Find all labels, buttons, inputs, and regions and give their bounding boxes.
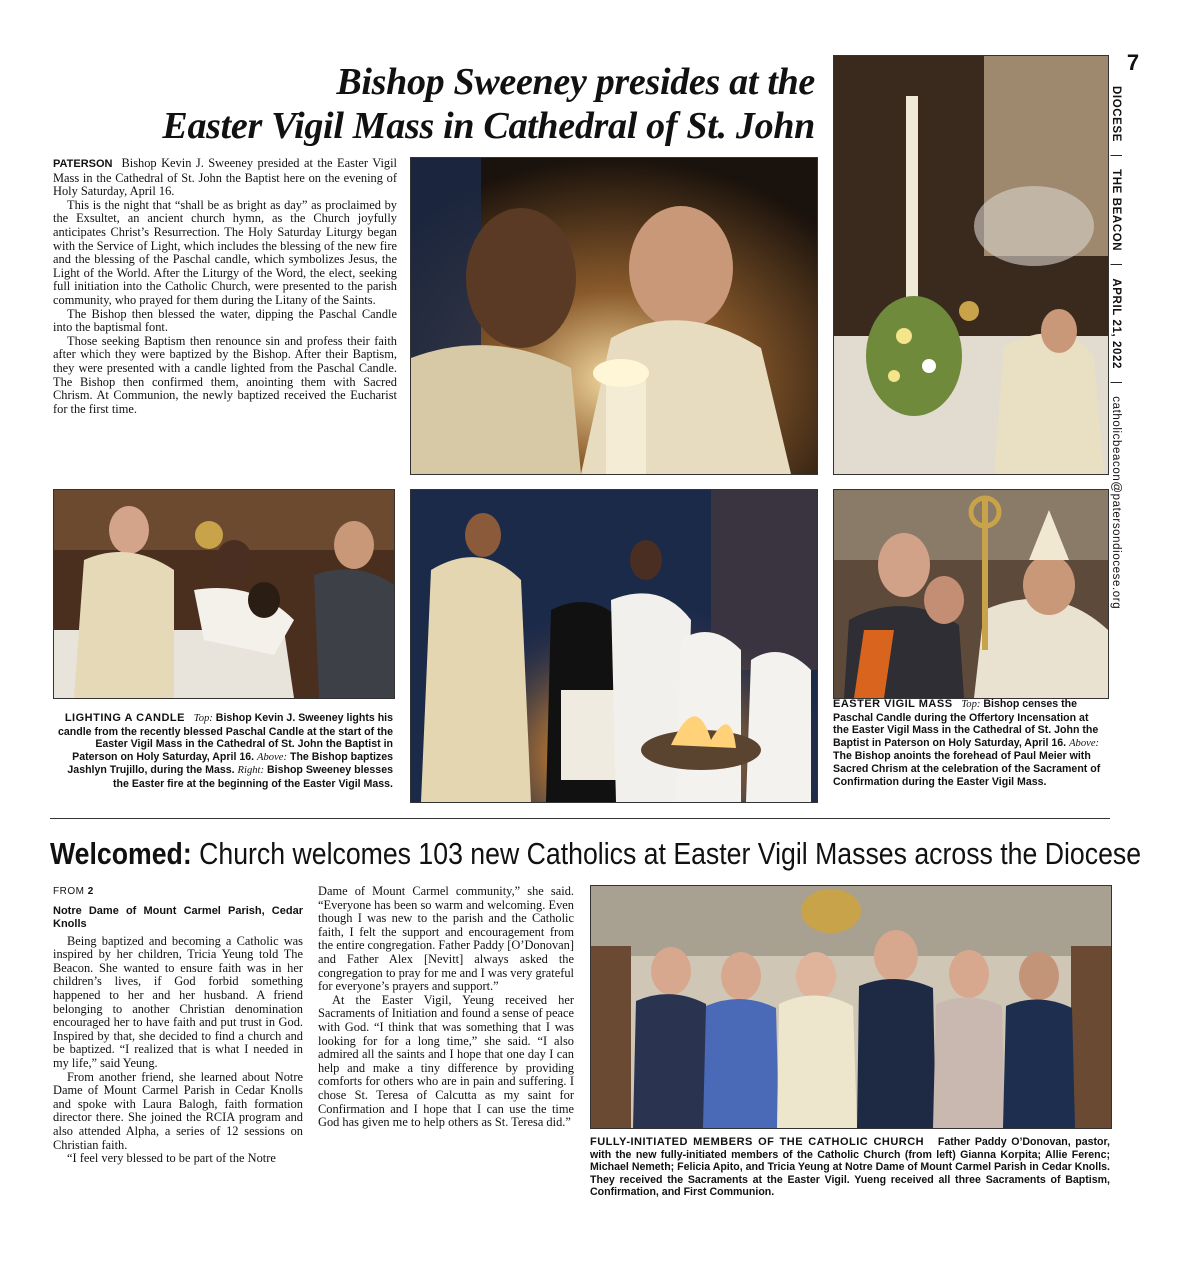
caption-label-top: Top:	[193, 713, 213, 724]
lead-paragraph-2: This is the night that “shall be as bright as day” as proclaimed by the Exsultet, an ancient church hymn, as the Church joyfully anticipates Christ’s Resurrection. The Holy Saturday Liturgy began with the Service of Light, which includes the blessing of the new fire and the blessing of the Paschal candle, which symbolizes Jesus, the Light of the World. After the Liturgy of the Word, the elect, seeking full initiation into the Catholic Church, were presented to the parish community, who prayed for them during the Litany of the Saints.	[53, 197, 397, 307]
lead-paragraph-1: Bishop Kevin J. Sweeney presided at the Easter Vigil Mass in the Cathedral of St. John the Baptist here on the evening of Holy Saturday, April 16.	[53, 156, 398, 199]
caption-above-text: The Bishop anoints the forehead of Paul Meier with Sacred Chrism at the celebration of the Sacrament of Confirmation during the Easter Vigil Mass.	[833, 750, 1101, 788]
caption-easter-vigil-mass	[833, 698, 1107, 788]
second-story-column-2	[318, 885, 574, 1130]
rail-separator: |	[1110, 262, 1122, 267]
caption-kicker: FULLY-INITIATED MEMBERS OF THE CATHOLIC CHURCH	[590, 1136, 925, 1148]
second-paragraph-2: From another friend, she learned about Notre Dame of Mount Carmel Parish in Cedar Knolls and spoke with Laura Balogh, faith formation director there. She joined the RCIA program and also attended Alpha, a series of 12 sessions on Christian faith.	[53, 1069, 303, 1152]
from-label: FROM	[53, 886, 85, 897]
caption-kicker: LIGHTING A CANDLE	[64, 712, 185, 724]
rail-section: DIOCESE	[1110, 86, 1122, 142]
second-paragraph-1: Being baptized and becoming a Catholic was inspired by her children, Tricia Yeung told The Beacon. She wanted to ensure faith was in her children’s lives, if God forbid something happened to her and her husband. A friend belonging to another Christian denomination encouraged her to have faith and put trust in God. Inspired by that, she decided to find a church and be baptized. “I realized that is what I needed in my life,” said Yeung.	[53, 933, 303, 1070]
photo-baptism	[53, 489, 395, 699]
caption-fully-initiated-members	[590, 1136, 1110, 1199]
caption-top-text: Bishop censes the Paschal Candle during the Offertory Incensation at the Easter Vigil Mass in the Cathedral of St. John the Baptist in Paterson on Holy Saturday, April 16.	[833, 698, 1099, 749]
caption-kicker: EASTER VIGIL MASS	[833, 698, 953, 710]
second-paragraph-3: “I feel very blessed to be part of the Notre	[67, 1151, 276, 1166]
caption-text: Father Paddy O’Donovan, pastor, with the new fully-initiated members of the Catholic Church (from left) Gianna Korpita; Allie Ferenc; Michael Nemeth; Felicia Apito, and Tricia Yeung at Notre Dame of Mount Carmel Parish in Cedar Knolls. They received the Sacraments at the Easter Vigil. Yueng received all three Sacraments of Baptism, Confirmation, and First Communion.	[590, 1136, 1110, 1199]
rail-separator: |	[1110, 153, 1122, 158]
page-headline	[50, 60, 815, 148]
rail-text	[1110, 86, 1122, 609]
caption-label-right: Right:	[237, 765, 265, 777]
caption-right-text: Bishop Sweeney blesses the Easter fire at the beginning of the Easter Vigil Mass.	[112, 764, 393, 790]
welcome-headline-bold: Welcomed:	[50, 836, 192, 871]
caption-label-above: Above:	[257, 751, 288, 763]
lead-paragraph-4: Those seeking Baptism then renounce sin and profess their faith after which they were baptized by the Bishop. After their Baptism, they were presented with a candle lighted from the Paschal Candle. The Bishop then confirmed them, anointing them with Sacred Chrism. At Communion, the newly baptized received the Eucharist for the first time.	[53, 333, 397, 416]
second-paragraph-5: At the Easter Vigil, Yeung received her Sacraments of Initiation and found a sense of peace with God. “I think that was something that I was looking for for a long time,” she said. “I also admired all the saints and I hope that one day I can help and make a tiny difference by providing comforts for others who are in pain and suffering. I chose St. Teresa of Calcutta as my saint for Confirmation and I hope that I can use the time God has given me to help others as St. Teresa did.”	[318, 992, 574, 1130]
parish-subhead: Notre Dame of Mount Carmel Parish, Cedar Knolls	[53, 904, 303, 930]
welcome-headline-rest: Church welcomes 103 new Catholics at Easter Vigil Masses across the Diocese	[199, 836, 1142, 871]
section-divider	[50, 818, 1110, 819]
second-story-column-1	[53, 885, 303, 1166]
photo-new-catholics-group	[590, 885, 1112, 1129]
caption-label-top: Top:	[961, 699, 981, 710]
page-number: 7	[1126, 50, 1140, 75]
welcome-headline	[50, 832, 1142, 876]
rail-publication: THE BEACON	[1110, 169, 1122, 252]
caption-top-text: Bishop Kevin J. Sweeney lights his candle from the recently blessed Paschal Candle at the start of the Easter Vigil Mass in the Cathedral of St. John the Baptist in Paterson on Holy Saturday, April 16.	[58, 712, 393, 763]
rail-separator: |	[1110, 380, 1122, 385]
dateline: PATERSON	[53, 158, 113, 170]
rail-email: catholicbeacon@patersondiocese.org	[1110, 396, 1122, 610]
headline-line-1: Bishop Sweeney presides at the	[336, 61, 815, 103]
side-rail	[1108, 86, 1148, 610]
caption-above-text: The Bishop baptizes Jashlyn Trujillo, during the Mass.	[67, 750, 393, 777]
photo-bishop-censing-candle	[833, 55, 1109, 475]
caption-lighting-a-candle	[53, 712, 393, 791]
headline-line-2: Easter Vigil Mass in Cathedral of St. John	[162, 105, 815, 147]
from-page: 2	[87, 886, 94, 897]
rail-date: APRIL 21, 2022	[1110, 278, 1122, 370]
photo-blessing-easter-fire	[410, 489, 818, 803]
caption-label-above: Above:	[1069, 737, 1100, 749]
jump-line	[53, 885, 303, 899]
photo-anointing-confirmation	[833, 489, 1109, 699]
lead-story	[53, 157, 397, 416]
photo-bishop-lighting-candle	[410, 157, 818, 475]
lead-paragraph-3: The Bishop then blessed the water, dipping the Paschal Candle into the baptismal font.	[53, 306, 397, 335]
second-paragraph-4: Dame of Mount Carmel community,” she said. “Everyone has been so warm and welcoming. Even though I was new to the parish and the Catholic faith, I felt the support and encouragement from the entire congregation. Father Paddy [O’Donovan] and Father Alex [Nevitt] always asked the congregation to pray for me and I was very grateful for everyone’s prayers and support.”	[318, 884, 574, 994]
